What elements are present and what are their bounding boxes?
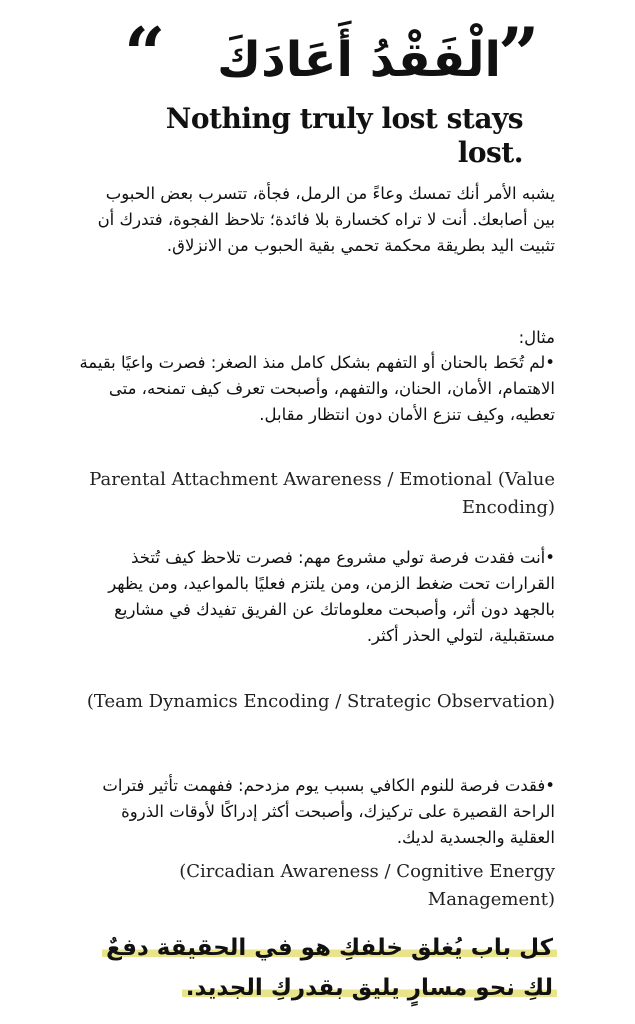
example-1-arabic: •لم تُحَط بالحنان أو التفهم بشكل كامل منذ الصغر: فصرت واعيًا بقيمة الاهتمام، الأمان، الحنان، والتفهم، وأصبحت تعرف كيف تمنحه، متى تعطيه، وكيف تنزع الأمان دون انتظار مقابل. bbox=[79, 353, 555, 424]
closing-quote-mark: ” bbox=[498, 11, 540, 96]
intro-paragraph: يشبه الأمر أنك تمسك وعاءً من الرمل، فجأة، تتسرب بعض الحبوب بين أصابعك. أنت لا تراه كخسارة بلا فائدة؛ تلاحظ الفجوة، فتدرك أن تثبيت اليد بطريقة محكمة تحمي بقية الحبوب من الانزلاق. bbox=[97, 184, 555, 255]
opening-quote-mark: “ bbox=[124, 11, 166, 96]
example-2-arabic: •أنت فقدت فرصة تولي مشروع مهم: فصرت تلاحظ كيف تُتخذ القرارات تحت ضغط الزمن، ومن يلتزم فعليًا بالمواعيد، ومن يظهر بالجهد دون أثر، وأصبحت معلوماتك عن الفريق تفيدك في مشاريع مستقبلية، لتولي الحذر أكثر. bbox=[108, 548, 555, 645]
example-label: مثال: bbox=[518, 328, 555, 347]
example-3-english: (Circadian Awareness / Cognitive Energy Management) bbox=[179, 861, 555, 910]
headline bbox=[0, 11, 635, 104]
closing-line-2: لكِ نحو مسارٍ يليق بقدركِ الجديد. bbox=[182, 975, 557, 1001]
example-3-arabic: •فقدت فرصة للنوم الكافي بسبب يوم مزدحم: ففهمت تأثير فترات الراحة القصيرة على تركيزك، وأصبحت أكثر إدراكًا لأوقات الذروة العقلية والجسدية لديك. bbox=[102, 776, 555, 847]
english-subtitle: Nothing truly lost stays lost. bbox=[165, 102, 523, 169]
example-2-english: (Team Dynamics Encoding / Strategic Observation) bbox=[86, 691, 555, 712]
closing-quote bbox=[37, 928, 557, 1008]
example-1-english: Parental Attachment Awareness / Emotional (Value Encoding) bbox=[89, 469, 555, 518]
closing-line-1: كل باب يُغلق خلفكِ هو في الحقيقة دفعٌ bbox=[102, 935, 557, 961]
arabic-title: الْفَقْدُ أَعَادَكَ bbox=[217, 32, 501, 88]
